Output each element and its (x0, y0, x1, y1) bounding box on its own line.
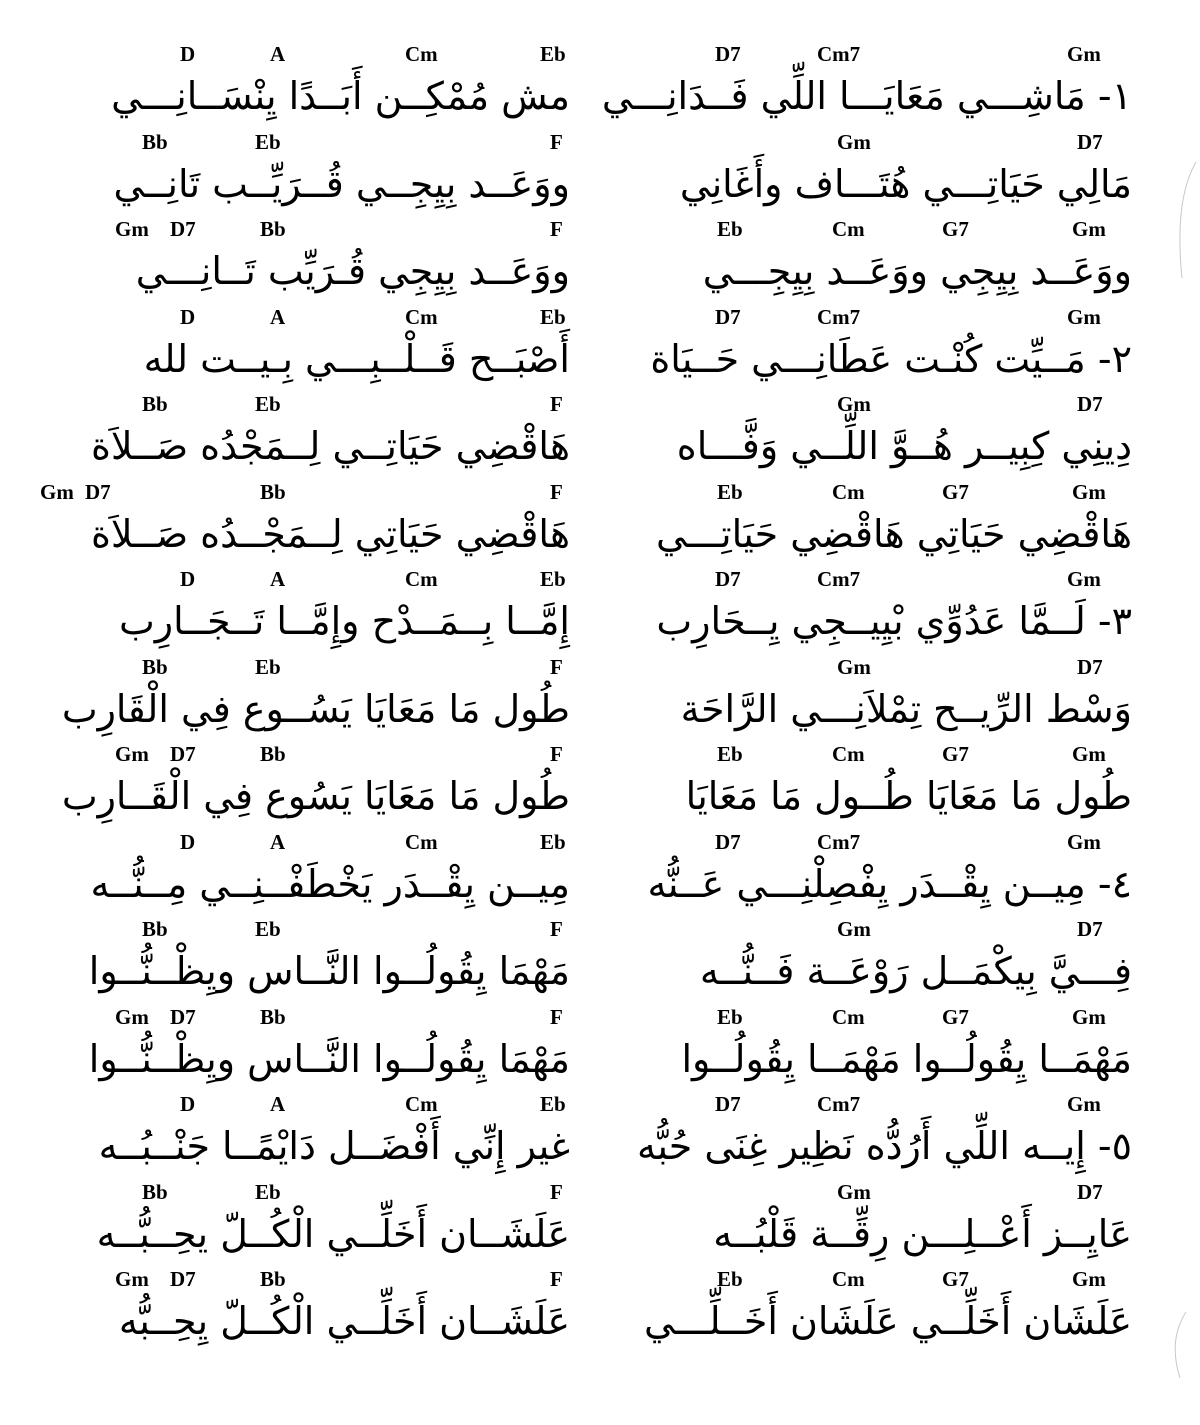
chord-row (622, 567, 1132, 597)
chord-label: A (270, 304, 286, 329)
chord-row (622, 917, 1132, 947)
chord-label: Gm (1072, 742, 1106, 766)
chord-label: D7 (715, 829, 741, 854)
chord-label: D7 (715, 304, 741, 329)
verse-line (60, 1267, 570, 1355)
chord-label: Cm (832, 1267, 865, 1291)
chord-label: Eb (717, 1267, 743, 1291)
chord-label: Cm (832, 742, 865, 766)
chord-row (622, 130, 1132, 160)
chord-label: Gm (837, 129, 871, 154)
verse-line (60, 392, 570, 480)
chord-label: G7 (942, 479, 969, 504)
chord-label: A (270, 829, 286, 854)
lyric-line: عَايِــز أَعْــلِـــن رِقِّــة قَلْبُــه (713, 1211, 1132, 1256)
verse-line (60, 305, 570, 393)
chord-label: Gm (837, 654, 871, 679)
chord-label: Eb (540, 42, 566, 66)
verse-line (622, 1180, 1132, 1268)
chord-label: D7 (1077, 654, 1103, 679)
lyric-line: غير إِنِّي أَفْضَــل دَايْمًــا جَنْــبُــه (98, 1124, 570, 1168)
chord-label: D7 (170, 1267, 196, 1291)
lyric-line: مَالِي حَيَاتِـــي هُتَـــاف وأَغَانِي (679, 161, 1132, 206)
chord-label: A (270, 567, 286, 591)
chord-label: Gm (115, 217, 149, 241)
chord-label: Gm (837, 392, 871, 416)
lyric-line: مَهْمَا يِقُولُــوا النَّــاس ويِظْــنُّــوا (88, 1036, 570, 1081)
chord-label: Eb (717, 479, 743, 504)
lyric-line: وَسْط الرِّيــح تِمْلاَنِـــي الرَّاحَة (680, 686, 1132, 731)
chord-label: Eb (255, 917, 281, 941)
chord-label: Cm (405, 42, 438, 66)
chord-label: F (550, 742, 563, 766)
chord-label: Bb (142, 392, 168, 416)
chord-label: Cm7 (817, 567, 861, 591)
verse-line (60, 742, 570, 830)
verse-line (60, 1180, 570, 1268)
chord-row (622, 392, 1132, 422)
verse-line (622, 130, 1132, 218)
chord-label: D (180, 42, 196, 66)
verse-line (622, 655, 1132, 743)
chord-row (622, 305, 1132, 335)
chord-row (60, 917, 570, 947)
chord-row (60, 567, 570, 597)
chord-row (60, 1180, 570, 1210)
chord-label: F (550, 1004, 563, 1029)
chord-row (622, 742, 1132, 772)
chord-label: Gm (1067, 829, 1101, 854)
chord-label: Bb (142, 917, 168, 941)
chord-label: Cm (405, 567, 438, 591)
lyric-line: مِيــن يِقْــدَر يَخْطَفْــنِــي مِــنُّــه (90, 861, 570, 906)
verse-line (60, 655, 570, 743)
verse-line (622, 480, 1132, 568)
lyric-line: ٤- مِيــن يِقْــدَر يِفْصِلْنِـــي عَــنُّه (647, 861, 1132, 906)
lyric-line: هَاقْضِي حَيَاتِي لِــمَجْــدُه صَــلاَة (90, 511, 570, 556)
lyric-line: أَصْبَــح قَــلْــبِـــي بِـيــت لله (143, 336, 570, 381)
lyric-line: ووَعَــد بِيِجِــي قُــرَيِّــب تَانِــي (113, 161, 570, 206)
chord-label: D7 (170, 1004, 196, 1029)
chord-label: F (550, 654, 563, 679)
chord-label: Bb (260, 479, 286, 504)
chord-row (622, 655, 1132, 685)
chord-row (622, 1180, 1132, 1210)
chord-label: A (270, 42, 286, 66)
verse-line (60, 1092, 570, 1180)
chord-row (622, 480, 1132, 510)
chord-label: Eb (540, 829, 566, 854)
chord-label: D7 (1077, 392, 1103, 416)
scan-edge-arc (1160, 1310, 1190, 1380)
chord-row (60, 1267, 570, 1297)
chord-label: F (550, 479, 563, 504)
lyric-line: مَهْمَــا يِقُولُــوا مَهْمَــا يِقُولُــوا (681, 1036, 1132, 1081)
chord-row (60, 1092, 570, 1122)
lyric-line: طُول مَا مَعَايَا يَسُــوع فِي الْقَارِب (61, 686, 570, 731)
chord-label: F (550, 129, 563, 154)
chord-row (60, 130, 570, 160)
verse-line (622, 742, 1132, 830)
chord-label: D7 (1077, 917, 1103, 941)
chord-label: D (180, 567, 196, 591)
scan-edge-arc (1168, 160, 1198, 280)
lyric-line: طُول مَا مَعَايَا طُــول مَا مَعَايَا (685, 774, 1132, 818)
chord-label: Cm (405, 1092, 438, 1116)
lyric-line: عَلَشَــان أَخَلِّــي الْكُــلّ يِحِــبُّه (118, 1299, 570, 1343)
chord-label: Cm7 (817, 304, 861, 329)
chord-label: F (550, 1179, 563, 1204)
chord-label: Eb (717, 217, 743, 241)
chord-label: Eb (255, 654, 281, 679)
chord-label: D7 (170, 742, 196, 766)
verse-line (622, 1267, 1132, 1355)
lyric-line: فِـــيَّ بِيكْمَــل رَوْعَــة فَــنُّــه (699, 949, 1132, 993)
lyric-line: مَهْمَا يِقُولُــوا النَّــاس ويِظْــنُّــوا (88, 949, 570, 993)
chord-label: Bb (260, 742, 286, 766)
verse-line (60, 217, 570, 305)
chord-label: Gm (1067, 42, 1101, 66)
chord-row (60, 305, 570, 335)
chord-label: Cm7 (817, 42, 861, 66)
lyric-line: ٢- مَــيِّت كُنْـت عَطَانِـــي حَــيَاة (650, 336, 1132, 381)
chord-label: Cm (405, 829, 438, 854)
chord-row (60, 830, 570, 860)
verse-line (60, 567, 570, 655)
chord-label: Bb (142, 129, 168, 154)
chord-label: Eb (540, 1092, 566, 1116)
chord-label: D (180, 304, 196, 329)
left-column (40, 42, 570, 1355)
chord-label: D7 (1077, 129, 1103, 154)
chord-label: Gm (1072, 479, 1106, 504)
chord-label: D7 (715, 1092, 741, 1116)
chord-label: G7 (942, 1004, 969, 1029)
chord-row (622, 217, 1132, 247)
chord-label: F (550, 1267, 563, 1291)
chord-row (622, 1092, 1132, 1122)
chord-label: D7 (715, 567, 741, 591)
chord-label: G7 (942, 1267, 969, 1291)
chord-label: Gm (115, 1267, 149, 1291)
verse-line (622, 567, 1132, 655)
chord-label: Cm (832, 1004, 865, 1029)
chord-label: G7 (942, 742, 969, 766)
chord-label: F (550, 917, 563, 941)
chord-label: Eb (540, 304, 566, 329)
chord-label: Cm (405, 304, 438, 329)
chord-label: Gm (1072, 1267, 1106, 1291)
chord-label: Gm (1067, 304, 1101, 329)
verse-line (60, 130, 570, 218)
chord-label: D7 (170, 217, 196, 241)
lyric-line: ٣- لَــمَّا عَدُوِّي بْيِيــجِي يِــحَارِب (656, 599, 1132, 643)
verse-line (622, 830, 1132, 918)
verse-line (622, 917, 1132, 1005)
lyric-line: عَلَشَــان أَخَلِّــي الْكُــلّ يحِــبُّــه (96, 1211, 570, 1256)
verse-line (601, 42, 1132, 130)
chord-label: Gm (115, 742, 149, 766)
lyric-line: هَاقْضِي حَيَاتِــي لِــمَجْدُه صَــلاَة (90, 424, 570, 468)
chord-label: Gm (1067, 567, 1101, 591)
chord-label: Eb (540, 567, 566, 591)
chord-label: D7 (85, 479, 111, 504)
chord-label: Gm (1072, 1004, 1106, 1029)
chord-row (622, 42, 1132, 72)
chord-label: D (180, 829, 196, 854)
lyric-line: ٥- إِيــه اللِّي أَرُدُّه نَظِير غِنَى حُبُّه (636, 1124, 1132, 1168)
chord-label: Gm (115, 1004, 149, 1029)
chord-label: Bb (260, 1004, 286, 1029)
chord-label: D7 (1077, 1179, 1103, 1204)
chord-label: Eb (255, 392, 281, 416)
chord-label: D7 (715, 42, 741, 66)
chord-row (622, 830, 1132, 860)
lyric-line: إِمَّــا بِــمَــدْح وإِمَّــا تَــجَــارِب (119, 599, 570, 643)
chord-label: A (270, 1092, 286, 1116)
chord-label: Bb (142, 1179, 168, 1204)
chord-label: Gm (837, 917, 871, 941)
chord-label: Gm (1067, 1092, 1101, 1116)
lyric-line: عَلَشَان أَخَلِّــي عَلَشَان أَخَــلِّـــي (643, 1299, 1132, 1343)
chord-label: Eb (255, 129, 281, 154)
chord-label: Cm7 (817, 1092, 861, 1116)
lyric-line: هَاقْضِي حَيَاتِي هَاقْضِي حَيَاتِـــي (655, 511, 1132, 556)
chord-label: D (180, 1092, 196, 1116)
chord-label: Bb (142, 654, 168, 679)
chord-row (622, 1005, 1132, 1035)
verse-line (622, 1005, 1132, 1093)
chord-label: Eb (717, 1004, 743, 1029)
chord-label: Gm (40, 479, 74, 504)
lyric-line: ووَعَــد بِيِجِي ووَعَــد بِيِجِـــي (702, 249, 1132, 293)
chord-label: F (550, 392, 563, 416)
verse-line (622, 392, 1132, 480)
verse-line (60, 917, 570, 1005)
lyric-line: طُول مَا مَعَايَا يَسُوع فِي الْقَــارِب (61, 774, 570, 818)
chord-row (60, 217, 570, 247)
chord-label: Eb (717, 742, 743, 766)
verse-line (622, 305, 1132, 393)
chord-row (40, 479, 570, 510)
chord-row (60, 42, 570, 72)
chord-row (60, 392, 570, 422)
verse-line (60, 830, 570, 918)
chord-row (622, 1267, 1132, 1297)
chord-label: F (550, 217, 563, 241)
chord-label: Eb (255, 1179, 281, 1204)
lyric-line: مش مُمْكِــن أَبَــدًا يِنْسَــانِـــي (111, 74, 570, 118)
chord-label: Bb (260, 1267, 286, 1291)
chord-label: G7 (942, 217, 969, 241)
chord-label: Bb (260, 217, 286, 241)
chord-label: Cm (832, 217, 865, 241)
verse-line (60, 1005, 570, 1093)
lyric-line: ١- مَاشِـــي مَعَايَـــا اللِّي فَــدَانِـــي (601, 74, 1132, 118)
chord-row (60, 1005, 570, 1035)
verse-line (622, 1092, 1132, 1180)
chord-row (60, 655, 570, 685)
chord-label: Gm (837, 1179, 871, 1204)
right-column (601, 42, 1132, 1355)
chord-label: Cm (832, 479, 865, 504)
verse-line (60, 42, 570, 130)
lyric-line: ووَعَــد بِيِجِي قُـرَيِّب تَــانِـــي (135, 249, 570, 293)
verse-line (622, 217, 1132, 305)
chord-label: Gm (1072, 217, 1106, 241)
chord-label: Cm7 (817, 829, 861, 854)
verse-line (40, 479, 570, 568)
lyric-line: دِينِي كِبِيــر هُــوَّ اللِّــي وَفَّـــاه (676, 424, 1132, 468)
chord-row (60, 742, 570, 772)
